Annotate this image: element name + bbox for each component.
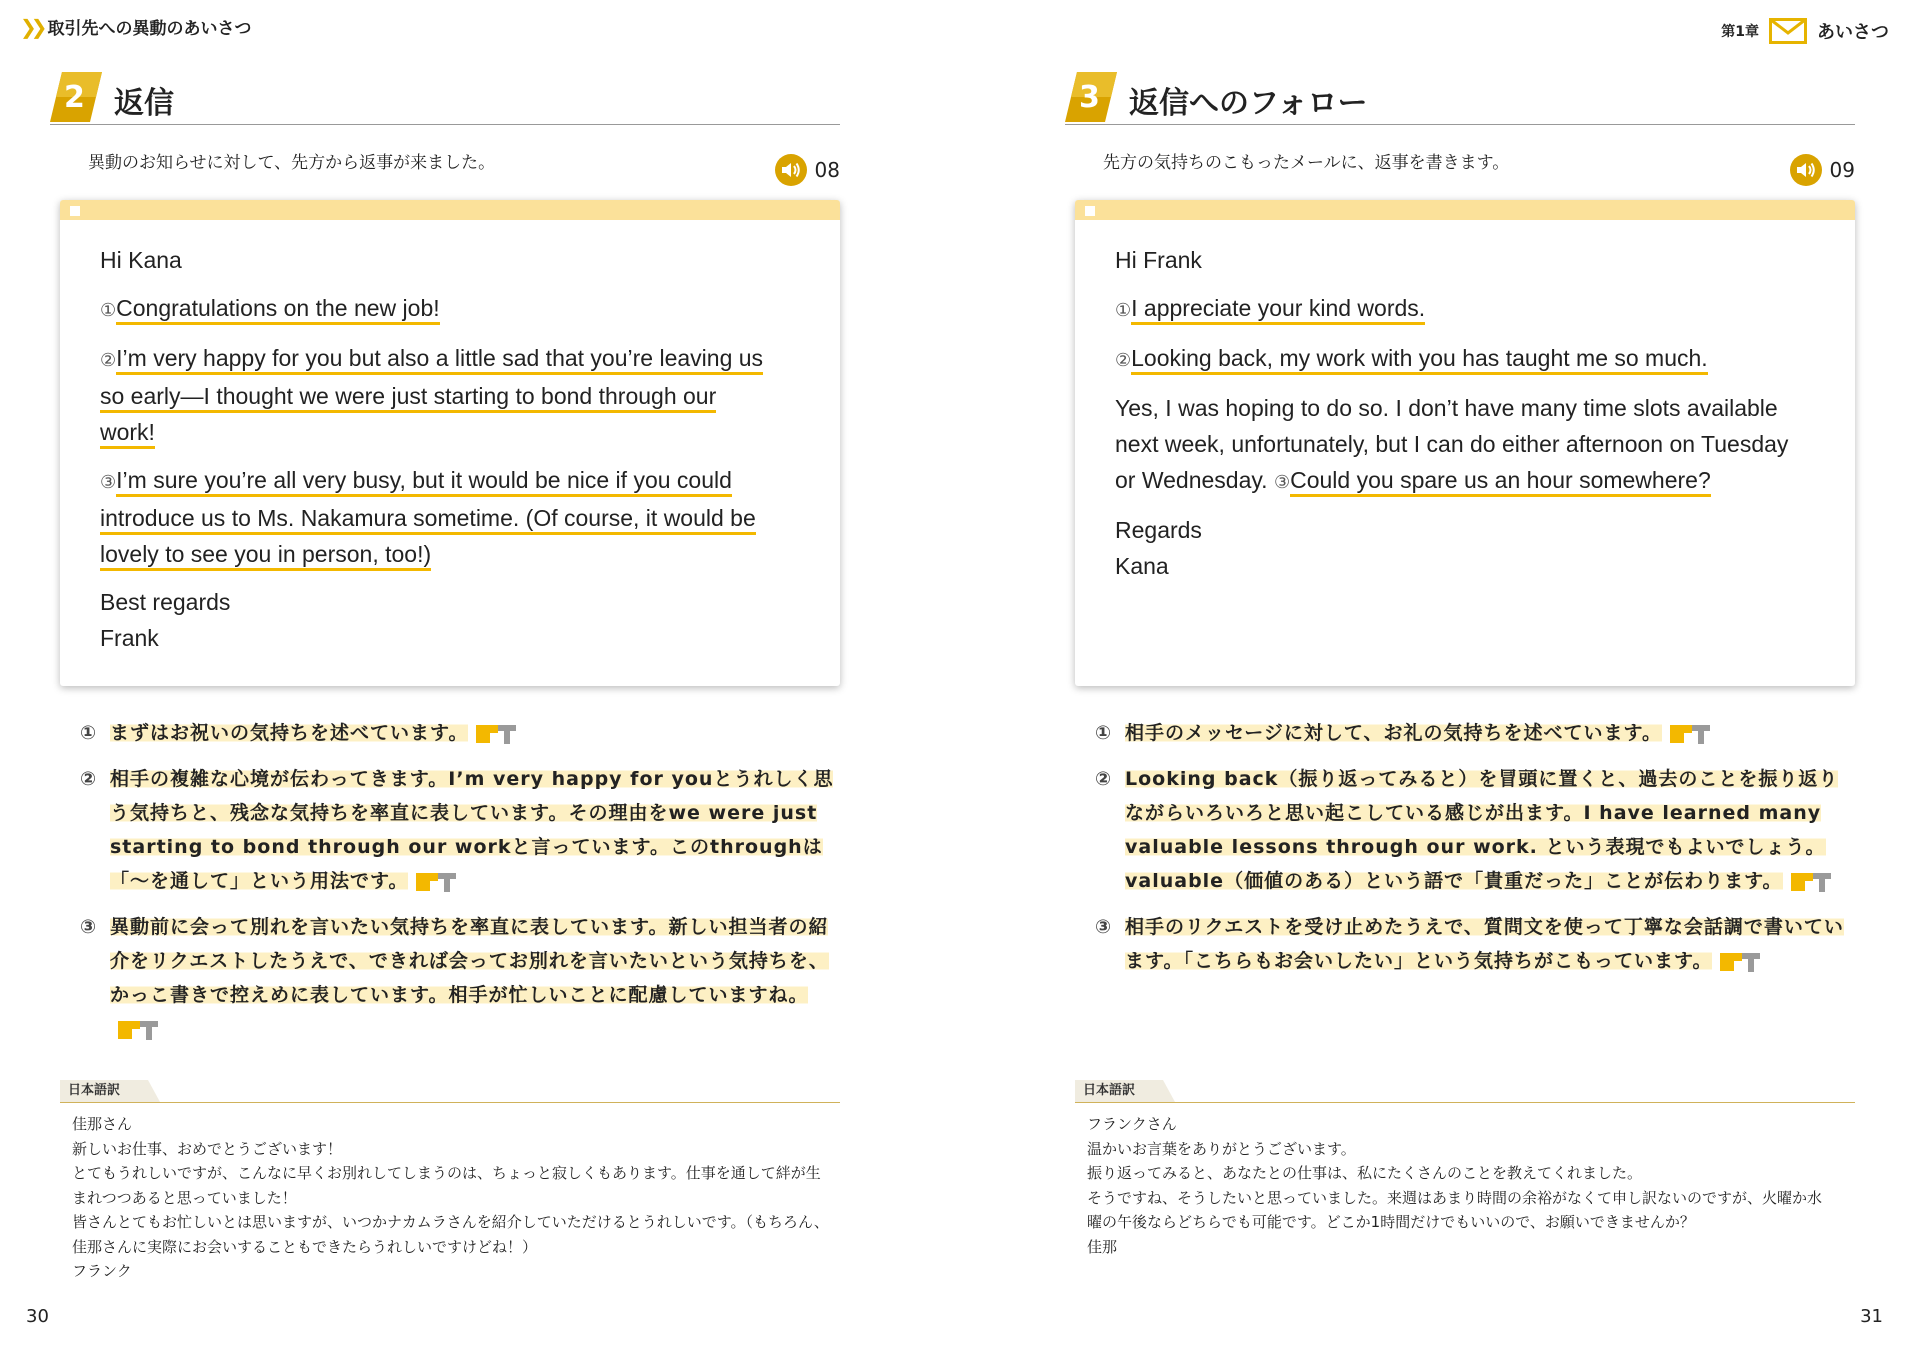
note-number: ① <box>1095 722 1112 744</box>
point-icon <box>1789 870 1833 894</box>
translation-line: とてもうれしいですが、こんなに早くお別れしてしまうのは、ちょっと寂しくもあります。仕事を通して絆が生 <box>72 1164 821 1182</box>
page-number-left: 30 <box>26 1306 49 1327</box>
email-signature: Frank <box>100 625 159 651</box>
translation-line: まれつつあると思っていました！ <box>72 1188 297 1207</box>
highlight-3c: lovely to see you in person, too!) <box>100 541 431 571</box>
highlight-2: Looking back, my work with you has taught me so much. <box>1131 345 1708 375</box>
email-paragraph-1 <box>100 290 800 328</box>
translation-line: 曜の午後ならどちらでも可能です。どこか1時間だけでもいいので、お願いできませんか？ <box>1087 1213 1695 1231</box>
right-page <box>1065 0 1855 1350</box>
section-intro: 先方の気持ちのこもったメールに、返事を書きます。 <box>1103 153 1510 173</box>
translation-line: 皆さんとてもお忙しいとは思いますが、いつかナカムラさんを紹介していただけるとうれしいです。（もちろん、 <box>72 1213 829 1231</box>
translation-text <box>1087 1112 1857 1259</box>
point-icon <box>414 870 458 894</box>
translation-header <box>1075 1080 1855 1103</box>
note-number: ② <box>1095 768 1112 790</box>
chevron-right-icon: ❯❯ <box>20 14 42 39</box>
marker-3: ③ <box>100 472 117 492</box>
email-card-bar <box>1075 200 1855 220</box>
note-text: Looking back（振り返ってみると）を冒頭に置くと、過去のことを振り返りながらいろいろと思い起こしている感じが出ます。I have learned many valuable lessons through our work. という表現でもよいでしょう。valuable（価値のある）という語で「貴重だった」ことが伝わります。 <box>1125 768 1839 892</box>
translation-line: フランク <box>72 1262 132 1280</box>
highlight-3a: I’m sure you’re all very busy, but it would be nice if you could <box>116 467 732 497</box>
notes-list <box>80 716 840 1058</box>
audio-track-number: 08 <box>814 158 840 182</box>
section-title: 返信へのフォロー <box>1129 86 1368 121</box>
translation-text <box>72 1112 842 1284</box>
speaker-icon[interactable] <box>1790 154 1822 186</box>
marker-1: ① <box>100 300 117 320</box>
highlight-3b: introduce us to Ms. Nakamura sometime. (Of course, it would be <box>100 505 756 535</box>
marker-3: ③ <box>1273 472 1291 492</box>
point-icon <box>116 1018 160 1042</box>
note-number: ③ <box>1095 916 1112 938</box>
chapter-title: あいさつ <box>1817 22 1889 43</box>
marker-2: ② <box>100 350 117 370</box>
note-item <box>80 910 840 1046</box>
page-number-right: 31 <box>1860 1306 1883 1327</box>
left-page <box>47 0 840 1350</box>
translation-header <box>60 1080 840 1103</box>
marker-1: ① <box>1115 300 1132 320</box>
highlight-2c: work! <box>100 419 155 449</box>
chapter-label: 第1章 <box>1721 24 1759 40</box>
translation-line: 佳那さん <box>72 1115 133 1133</box>
note-text: まずはお祝いの気持ちを述べています。 <box>110 722 469 744</box>
highlight-1: Congratulations on the new job! <box>116 295 440 325</box>
translation-line: 新しいお仕事、おめでとうございます！ <box>72 1139 343 1158</box>
note-item <box>1095 716 1855 750</box>
translation-line: フランクさん <box>1087 1115 1177 1133</box>
email-paragraph-3 <box>100 462 800 572</box>
email-body <box>1075 220 1855 584</box>
section-title: 返信 <box>114 86 174 121</box>
note-text: 異動前に会って別れを言いたい気持ちを率直に表しています。新しい担当者の紹介をリクエストしたうえで、できれば会ってお別れを言いたいという気持ちを、かっこ書きで控えめに表しています。相手が忙しいことに配慮していますね。 <box>110 916 829 1006</box>
translation-line: 温かいお言葉をありがとうございます。 <box>1087 1139 1356 1158</box>
note-text: 相手のリクエストを受け止めたうえで、質問文を使って丁寧な会話調で書いています。「こちらもお会いしたい」という気持ちがこもっています。 <box>1125 916 1844 972</box>
point-icon <box>1668 722 1712 746</box>
translation-line: 振り返ってみると、あなたとの仕事は、私にたくさんのことを教えてくれました。 <box>1087 1164 1643 1182</box>
email-card <box>1075 200 1855 686</box>
translation-label: 日本語訳 <box>1075 1080 1163 1102</box>
note-item <box>1095 762 1855 898</box>
note-text: 相手の複雑な心境が伝わってきます。I’m very happy for youとうれしく思う気持ちと、残念な気持ちを率直に表しています。その理由をwe were just starting to bond through our workと言っています。このthroughは「～を通して」という用法です。 <box>110 768 834 892</box>
email-closing: Regards <box>1115 517 1202 543</box>
highlight-1: I appreciate your kind words. <box>1131 295 1425 325</box>
email-body <box>60 220 840 656</box>
section-badge <box>1065 72 1117 122</box>
email-line: next week, unfortunately, but I can do either afternoon on Tuesday <box>1115 431 1789 457</box>
email-paragraph-1 <box>1115 290 1815 328</box>
email-line: or Wednesday. <box>1115 467 1274 493</box>
highlight-3: Could you spare us an hour somewhere? <box>1290 467 1711 497</box>
email-signature: Kana <box>1115 553 1169 579</box>
email-paragraph-2 <box>100 340 800 450</box>
section-number: 2 <box>64 80 85 115</box>
note-text: 相手のメッセージに対して、お礼の気持ちを述べています。 <box>1125 722 1662 744</box>
email-greeting: Hi Kana <box>100 247 182 273</box>
note-item <box>80 762 840 898</box>
email-card <box>60 200 840 686</box>
email-paragraph-3 <box>1115 390 1815 500</box>
highlight-2b: so early—I thought we were just starting to bond through our <box>100 383 716 413</box>
note-number: ② <box>80 768 97 790</box>
point-icon <box>474 722 518 746</box>
audio-track-number: 09 <box>1829 158 1855 182</box>
email-card-bar <box>60 200 840 220</box>
section-header <box>50 68 840 125</box>
notes-list <box>1095 716 1855 990</box>
section-badge <box>50 72 102 122</box>
email-paragraph-2 <box>1115 340 1815 378</box>
audio-track[interactable] <box>775 154 840 186</box>
email-greeting: Hi Frank <box>1115 247 1202 273</box>
speaker-icon[interactable] <box>775 154 807 186</box>
email-line: Yes, I was hoping to do so. I don’t have many time slots available <box>1115 395 1778 421</box>
translation-line: そうですね、そうしたいと思っていました。来週はあまり時間の余裕がなくて申し訳ないのですが、火曜か水 <box>1087 1188 1823 1207</box>
note-number: ③ <box>80 916 97 938</box>
note-item <box>1095 910 1855 978</box>
section-number: 3 <box>1079 80 1100 115</box>
highlight-2a: I’m very happy for you but also a little sad that you’re leaving us <box>116 345 763 375</box>
translation-line: 佳那 <box>1087 1237 1118 1256</box>
point-icon <box>1718 950 1762 974</box>
email-closing: Best regards <box>100 589 231 615</box>
note-item <box>80 716 840 750</box>
section-header <box>1065 68 1855 125</box>
marker-2: ② <box>1115 350 1132 370</box>
audio-track[interactable] <box>1790 154 1855 186</box>
translation-line: 佳那さんに実際にお会いすることもできたらうれしいですけどね！） <box>72 1237 538 1256</box>
section-intro: 異動のお知らせに対して、先方から返事が来ました。 <box>88 153 496 173</box>
note-number: ① <box>80 722 97 744</box>
running-head-title: 取引先への異動のあいさつ <box>47 19 252 39</box>
translation-label: 日本語訳 <box>60 1080 148 1102</box>
